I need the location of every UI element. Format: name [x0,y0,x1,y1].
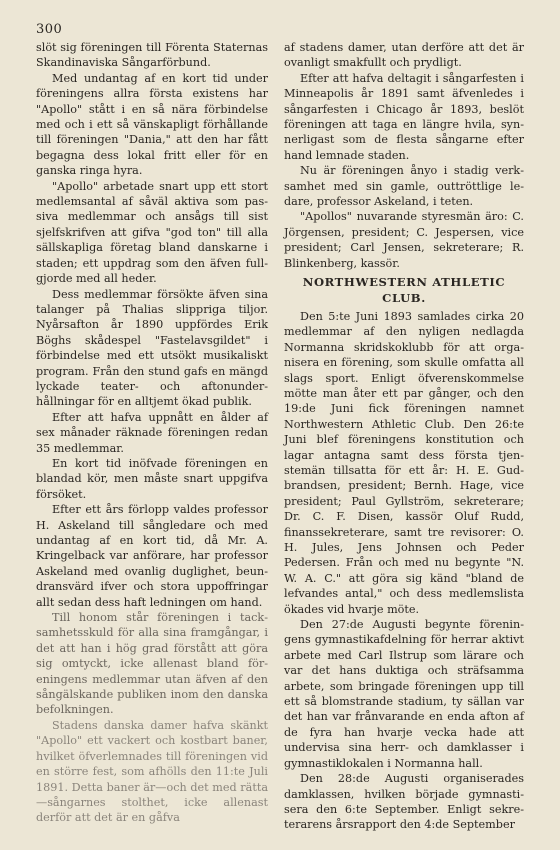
paragraph: Efter att hafva uppnått en ålder af sex månader räknade föreningen redan 35 medlemmar. [36,410,268,455]
paragraph: Nu är föreningen ånyo i stadig verksamhet med sin gamle, outtröttlige ledare, professor Askeland, i teten. [284,164,524,209]
paragraph: "Apollo" arbetade snart upp ett stort medlemsantal af såväl aktiva som passiva medlemmar och ansågs till sist sjelfskrifven att gifva "god ton" till alla sällskapliga företag bland danskarne i staden; ett uppdrag som den äfven fullgjorde med all heder. [36,179,268,286]
paragraph: En kort tid inöfvade föreningen en blandad kör, men måste snart uppgifva försöket. [36,456,268,501]
paragraph: "Apollos" nuvarande styresmän äro: C. Jörgensen, president; C. Jespersen, vice president; Carl Jensen, sekreterare; R. Blinkenberg, kassör. [284,210,524,270]
paragraph: slöt sig föreningen till Förenta Staternas Skandinaviska Sångarförbund. [36,41,268,70]
page-number: 300 [36,22,63,37]
paragraph: Efter ett års förlopp valdes professor H. Askeland till sångledare och med undantag af en kort tid, då Mr. A. Kringelback var anförare, har professor Askeland med ovanlig duglighet, beundransvärd ifver och stora uppoffringar allt sedan dess haft ledningen om hand. [36,503,268,609]
paragraph: Den 27:de Augusti begynte föreningens gymnastikafdelning för herrar aktivt arbete med Carl Ilstrup som lärare och var det hans duktiga och sträfsamma arbete, som bringade föreningen upp till ett så blomstrande stadium, ty sällan var det han var frånvarande en enda afton af de fyra han hvarje vecka hade att undervisa sina herr- och damklasser i gymnastiklokalen i Normanna hall. [284,618,524,770]
paragraph: Till honom står föreningen i tacksamhetsskuld för alla sina framgångar, i det att han i hög grad förstått att göra sig omtyckt, icke allenast bland föreningens medlemmar utan äfven af den sångälskande publiken inom den danska befolkningen. [36,611,268,717]
paragraph: Efter att hafva deltagit i sångarfesten i Minneapolis år 1891 samt äfvenledes i sångarfesten i Chicago år 1893, beslöt föreningen att taga en längre hvila, synnerligast som de flesta sångarne efter hand lemnade staden. [284,71,524,162]
paragraph: Med undantag af en kort tid under föreningens allra första existens har "Apollo" stått i en så nära förbindelse med och i ett så vänskapligt förhållande till föreningen "Dania," att den har fått begagna dess lokal fritt eller för en ganska ringa hyra. [36,71,268,178]
section-heading: NORTHWESTERN ATHLETIC CLUB. [302,275,506,305]
left-column [36,40,268,826]
right-column [284,40,524,833]
paragraph: Stadens danska damer hafva skänkt "Apollo" ett vackert och kostbart baner, hvilket öfverlemnades till föreningen vid en större fest, som afhölls den 11:te Juli 1891. Detta baner är—och det med rätta—sångarnes stolthet, icke allenast derför att det är en gåfva [36,718,268,825]
paragraph: Den 28:de Augusti organiserades damklassen, hvilken började gymnastisera den 6:te September. Enligt sekreterarens årsrapport den 4:de September [284,772,524,832]
paragraph: af stadens damer, utan derföre att det är ovanligt smakfullt och prydligt. [284,41,524,70]
paragraph: Den 5:te Juni 1893 samlades cirka 20 medlemmar af den nyligen nedlagda Normanna skridskoklubb för att organisera en förening, som skulle omfatta all slags sport. Enligt öfverenskommelse mötte man åter ett par gånger, och den 19:de Juni fick föreningen namnet Northwestern Athletic Club. Den 26:te Juni blef föreningens konstitution och lagar antagna samt dess första tjenstemän tillsatta för ett år: H. E. Gudbrandsen, president; Bernh. Hage, vice president; Paul Gyllström, sekreterare; Dr. C. F. Disen, kassör Oluf Rudd, finanssekreterare, samt tre revisorer: O. H. Jules, Jens Johnsen och Peder Pedersen. Från och med nu begynte "N. W. A. C." att göra sig känd "bland de lefvandes antal," och dess medlemslista ökades vid hvarje möte. [284,309,524,616]
paragraph: Dess medlemmar försökte äfven sina talanger på Thalias slippriga tiljor. Nyårsafton år 1890 uppfördes Erik Böghs skådespel "Fastelavsgildet" i förbindelse med ett utsökt musikaliskt program. Från den stund gafs en mängd lyckade teater- och aftonunderhållningar för en alltjemt ökad publik. [36,287,268,409]
